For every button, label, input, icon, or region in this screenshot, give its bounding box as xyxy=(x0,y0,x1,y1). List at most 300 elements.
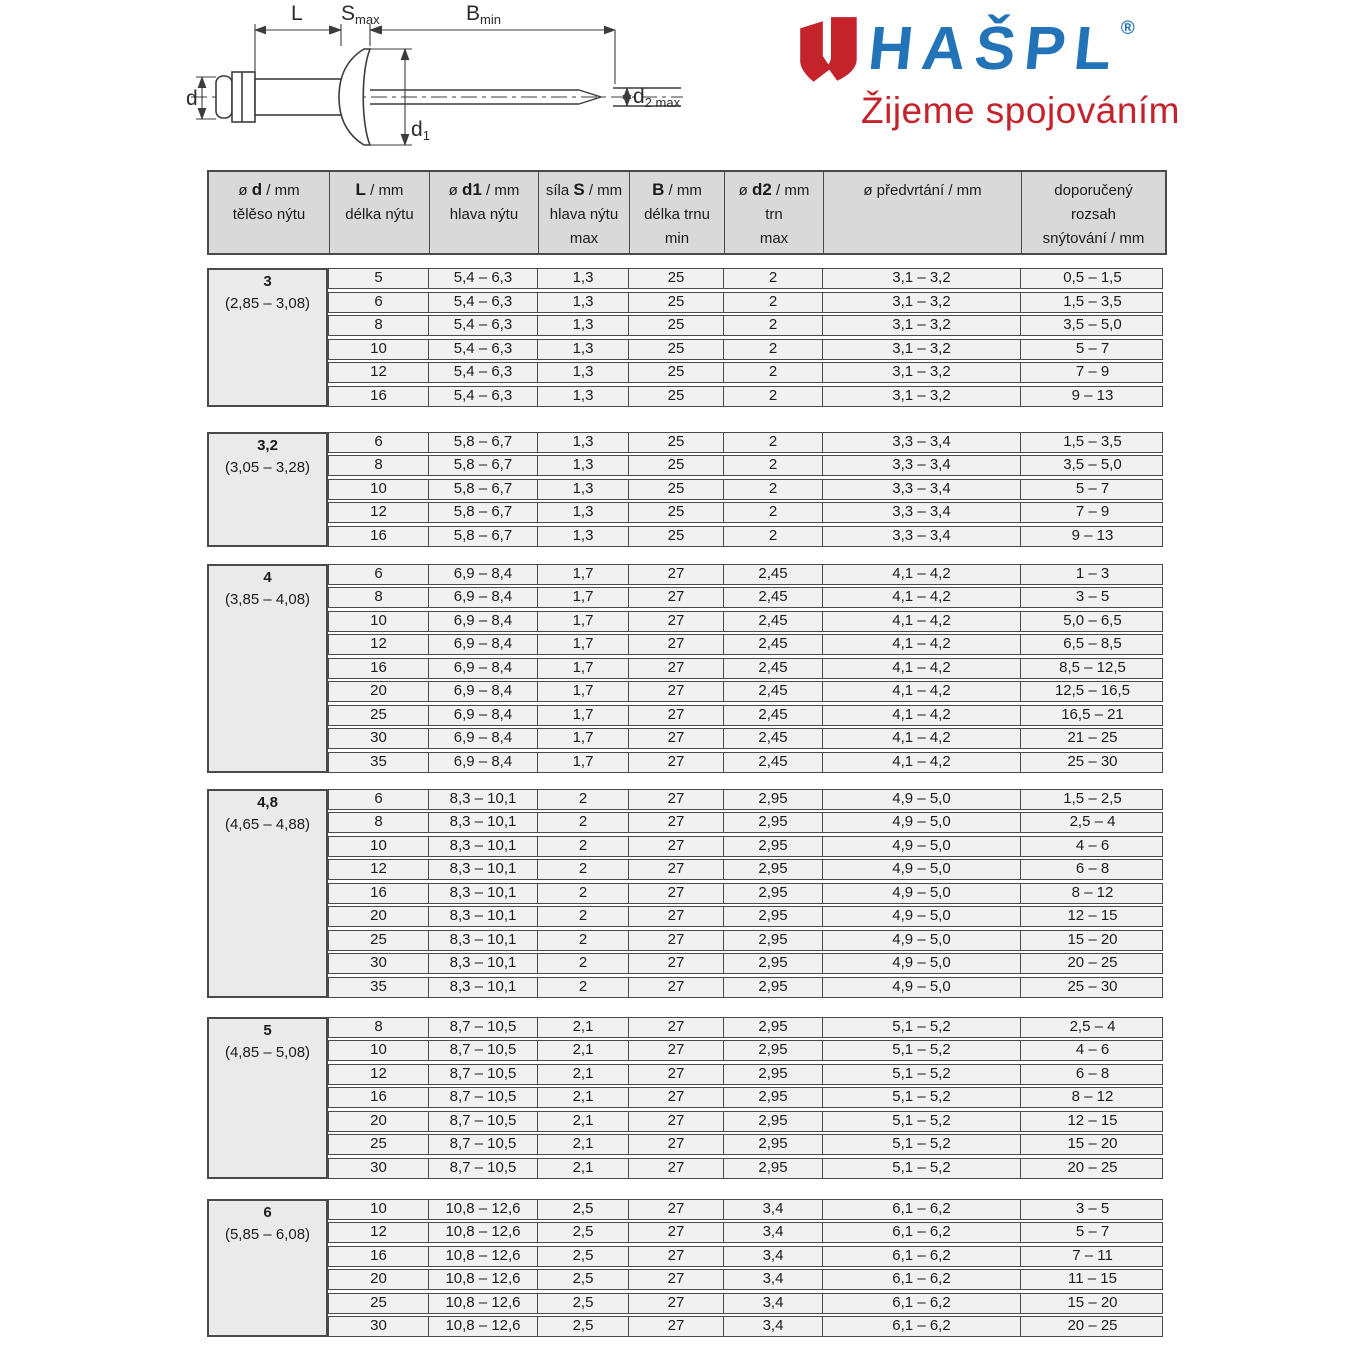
table-cell: 1,3 xyxy=(538,456,629,475)
table-cell: 2,5 xyxy=(538,1294,629,1313)
group-rows xyxy=(328,789,1163,998)
table-cell: 6,1 – 6,2 xyxy=(823,1294,1021,1313)
table-cell: 27 xyxy=(629,1112,724,1131)
group-tolerance: (3,05 – 3,28) xyxy=(224,458,311,476)
table-cell: 3,3 – 3,4 xyxy=(823,527,1021,546)
table-row xyxy=(328,455,1163,476)
table-cell: 1,7 xyxy=(538,682,629,701)
table-cell: 2,45 xyxy=(724,706,823,725)
table-cell: 10,8 – 12,6 xyxy=(429,1270,538,1289)
table-cell: 6,9 – 8,4 xyxy=(429,612,538,631)
table-row xyxy=(328,1158,1163,1179)
table-cell: 5,4 – 6,3 xyxy=(429,269,538,288)
table-cell: 27 xyxy=(629,1041,724,1060)
table-cell: 2,5 xyxy=(538,1247,629,1266)
table-cell: 6 – 8 xyxy=(1075,860,1110,877)
table-cell: 25 – 30 xyxy=(1067,752,1118,770)
table-cell: 8,3 – 10,1 xyxy=(429,813,538,832)
table-cell: 2,45 xyxy=(724,565,823,584)
table-cell: 2,5 – 4 xyxy=(1069,1017,1116,1035)
table-cell: 12 xyxy=(329,503,429,522)
table-cell: 8 xyxy=(329,316,429,335)
table-cell: 4,9 – 5,0 xyxy=(823,837,1021,856)
table-cell: 1,3 xyxy=(538,316,629,335)
table-cell: 27 xyxy=(629,1135,724,1154)
table-cell: 4,1 – 4,2 xyxy=(823,659,1021,678)
table-row xyxy=(328,1222,1163,1243)
table-cell: 6 xyxy=(329,433,429,452)
table-row xyxy=(328,705,1163,726)
rivet-spec-table xyxy=(207,170,1167,1337)
table-cell: 3,3 – 3,4 xyxy=(823,433,1021,452)
table-cell: 6,9 – 8,4 xyxy=(429,635,538,654)
table-cell: 2,1 xyxy=(538,1018,629,1037)
table-row xyxy=(328,564,1163,585)
table-row xyxy=(328,432,1163,453)
table-cell: 6,1 – 6,2 xyxy=(823,1317,1021,1336)
table-cell: 1,7 xyxy=(538,588,629,607)
table-cell: 5,1 – 5,2 xyxy=(823,1065,1021,1084)
table-cell: 8,3 – 10,1 xyxy=(429,907,538,926)
table-cell: 4,1 – 4,2 xyxy=(823,753,1021,772)
table-cell: 5,4 – 6,3 xyxy=(429,340,538,359)
table-cell: 1,5 – 2,5 xyxy=(1063,789,1122,807)
table-cell: 8 xyxy=(329,456,429,475)
table-cell: 15 – 20 xyxy=(1067,1135,1118,1152)
table-cell: 3,5 – 5,0 xyxy=(1063,316,1122,333)
size-group xyxy=(207,789,1167,998)
table-cell: 2,5 xyxy=(538,1200,629,1219)
table-cell: 6,9 – 8,4 xyxy=(429,729,538,748)
table-cell: 25 xyxy=(629,387,724,406)
group-tolerance: (3,85 – 4,08) xyxy=(224,590,311,608)
table-cell: 3,3 – 3,4 xyxy=(823,456,1021,475)
table-cell: 6 xyxy=(329,293,429,312)
table-cell: 5,8 – 6,7 xyxy=(429,456,538,475)
table-row xyxy=(328,1316,1163,1337)
table-cell: 2 xyxy=(724,293,823,312)
table-cell: 2 xyxy=(538,978,629,997)
table-cell: 27 xyxy=(629,706,724,725)
table-cell: 2 xyxy=(538,907,629,926)
table-row xyxy=(328,611,1163,632)
table-row xyxy=(328,953,1163,974)
group-diameter: 6 xyxy=(263,1203,272,1221)
table-cell: 6,9 – 8,4 xyxy=(429,659,538,678)
table-cell: 27 xyxy=(629,1247,724,1266)
group-label xyxy=(207,432,328,547)
table-cell: 5 xyxy=(329,269,429,288)
table-row xyxy=(328,1040,1163,1061)
table-cell: 2,95 xyxy=(724,1088,823,1107)
table-cell: 8,7 – 10,5 xyxy=(429,1041,538,1060)
haspl-logo-icon xyxy=(797,14,863,90)
table-cell: 5,0 – 6,5 xyxy=(1063,611,1122,629)
table-cell: 27 xyxy=(629,1018,724,1037)
table-cell: 2,95 xyxy=(724,1135,823,1154)
group-diameter: 4 xyxy=(263,568,272,586)
table-cell: 30 xyxy=(329,954,429,973)
table-cell: 10,8 – 12,6 xyxy=(429,1317,538,1336)
table-cell: 2 xyxy=(724,503,823,522)
table-cell: 6,1 – 6,2 xyxy=(823,1270,1021,1289)
table-cell: 8,3 – 10,1 xyxy=(429,790,538,809)
table-cell: 20 xyxy=(329,907,429,926)
table-cell: 4 – 6 xyxy=(1075,836,1110,854)
table-cell: 2,45 xyxy=(724,659,823,678)
table-cell: 25 xyxy=(629,503,724,522)
table-row xyxy=(328,268,1163,289)
table-cell: 3,4 xyxy=(724,1223,823,1242)
table-cell: 3,4 xyxy=(724,1270,823,1289)
table-cell: 1,3 xyxy=(538,433,629,452)
table-cell: 2,5 – 4 xyxy=(1069,813,1116,830)
table-cell: 2,45 xyxy=(724,682,823,701)
table-cell: 2 xyxy=(538,813,629,832)
table-row xyxy=(328,1246,1163,1267)
table-cell: 27 xyxy=(629,635,724,654)
group-tolerance: (4,65 – 4,88) xyxy=(224,815,311,833)
group-label xyxy=(207,564,328,773)
table-cell: 3,4 xyxy=(724,1247,823,1266)
table-cell: 8,3 – 10,1 xyxy=(429,931,538,950)
table-cell: 1 – 3 xyxy=(1075,564,1110,582)
table-cell: 1,7 xyxy=(538,565,629,584)
table-cell: 15 – 20 xyxy=(1067,930,1118,948)
column-header-rozsah: doporučený rozsah snýtování / mm xyxy=(1042,182,1145,247)
table-cell: 8 xyxy=(329,1018,429,1037)
table-row xyxy=(328,587,1163,608)
table-body xyxy=(207,268,1167,1337)
table-cell: 12 – 15 xyxy=(1067,907,1118,924)
table-cell: 27 xyxy=(629,931,724,950)
table-cell: 2,95 xyxy=(724,1065,823,1084)
table-row xyxy=(328,1017,1163,1038)
table-cell: 3,4 xyxy=(724,1317,823,1336)
table-cell: 2,5 xyxy=(538,1223,629,1242)
table-cell: 1,7 xyxy=(538,706,629,725)
table-cell: 8 – 12 xyxy=(1071,883,1114,901)
table-cell: 2,95 xyxy=(724,837,823,856)
table-cell: 20 xyxy=(329,1112,429,1131)
table-cell: 2,1 xyxy=(538,1088,629,1107)
dimension-label-B-min: Bmin xyxy=(466,2,501,27)
table-cell: 5,8 – 6,7 xyxy=(429,503,538,522)
table-cell: 1,5 – 3,5 xyxy=(1063,432,1122,450)
table-cell: 3,1 – 3,2 xyxy=(823,340,1021,359)
table-row xyxy=(328,1111,1163,1132)
table-row xyxy=(328,789,1163,810)
table-cell: 8,5 – 12,5 xyxy=(1059,658,1126,676)
table-cell: 1,3 xyxy=(538,293,629,312)
table-cell: 2,95 xyxy=(724,1159,823,1178)
table-cell: 25 – 30 xyxy=(1067,977,1118,995)
table-cell: 6,9 – 8,4 xyxy=(429,682,538,701)
table-cell: 3 – 5 xyxy=(1075,1199,1110,1217)
group-rows xyxy=(328,268,1163,407)
table-cell: 25 xyxy=(629,340,724,359)
table-row xyxy=(328,1064,1163,1085)
table-cell: 2 xyxy=(724,480,823,499)
group-tolerance: (5,85 – 6,08) xyxy=(224,1225,311,1243)
table-cell: 16,5 – 21 xyxy=(1061,705,1124,723)
table-cell: 2,95 xyxy=(724,907,823,926)
table-cell: 1,3 xyxy=(538,503,629,522)
table-cell: 9 – 13 xyxy=(1071,386,1114,404)
table-cell: 2 xyxy=(724,527,823,546)
table-row xyxy=(328,1199,1163,1220)
table-cell: 3,4 xyxy=(724,1294,823,1313)
table-cell: 6 – 8 xyxy=(1075,1064,1110,1082)
column-header-d: ø d / mm tělěso nýtu xyxy=(209,172,330,253)
rivet-diagram xyxy=(183,0,688,168)
table-cell: 8,7 – 10,5 xyxy=(429,1088,538,1107)
table-row xyxy=(328,1134,1163,1155)
table-cell: 2,1 xyxy=(538,1159,629,1178)
group-tolerance: (2,85 – 3,08) xyxy=(224,295,311,312)
table-cell: 2,95 xyxy=(724,860,823,879)
table-cell: 10 xyxy=(329,1200,429,1219)
group-diameter: 4,8 xyxy=(257,793,278,811)
table-cell: 2,45 xyxy=(724,588,823,607)
table-row xyxy=(328,1087,1163,1108)
table-header xyxy=(207,170,1167,255)
group-rows xyxy=(328,1017,1163,1179)
table-cell: 2,5 xyxy=(538,1317,629,1336)
table-cell: 4,9 – 5,0 xyxy=(823,931,1021,950)
table-cell: 2 xyxy=(724,433,823,452)
table-row xyxy=(328,977,1163,998)
table-cell: 2 xyxy=(724,456,823,475)
table-cell: 12 xyxy=(329,635,429,654)
table-cell: 8,7 – 10,5 xyxy=(429,1135,538,1154)
table-cell: 2,45 xyxy=(724,612,823,631)
table-row xyxy=(328,386,1163,407)
table-row xyxy=(328,906,1163,927)
table-cell: 5,8 – 6,7 xyxy=(429,433,538,452)
dimension-label-d: d xyxy=(186,87,198,110)
table-cell: 8 xyxy=(329,813,429,832)
table-cell: 12 – 15 xyxy=(1067,1111,1118,1129)
logo-tagline: Žijeme spojováním xyxy=(861,90,1181,131)
table-cell: 11 – 15 xyxy=(1068,1270,1117,1287)
table-cell: 2 xyxy=(724,340,823,359)
table-cell: 20 – 25 xyxy=(1067,954,1118,971)
table-row xyxy=(328,292,1163,313)
table-cell: 5,4 – 6,3 xyxy=(429,316,538,335)
table-cell: 27 xyxy=(629,907,724,926)
table-cell: 3,1 – 3,2 xyxy=(823,293,1021,312)
table-row xyxy=(328,1293,1163,1314)
table-cell: 25 xyxy=(629,293,724,312)
table-cell: 25 xyxy=(329,1135,429,1154)
table-cell: 3,1 – 3,2 xyxy=(823,387,1021,406)
table-cell: 6 xyxy=(329,565,429,584)
table-cell: 5,1 – 5,2 xyxy=(823,1088,1021,1107)
table-cell: 12,5 – 16,5 xyxy=(1054,682,1131,699)
table-cell: 5,8 – 6,7 xyxy=(429,527,538,546)
table-cell: 4,9 – 5,0 xyxy=(823,954,1021,973)
table-cell: 8,7 – 10,5 xyxy=(429,1159,538,1178)
table-cell: 9 – 13 xyxy=(1071,526,1114,544)
table-row xyxy=(328,1269,1163,1290)
table-cell: 35 xyxy=(329,978,429,997)
table-cell: 5,1 – 5,2 xyxy=(823,1159,1021,1178)
table-row xyxy=(328,362,1163,383)
group-tolerance: (4,85 – 5,08) xyxy=(224,1043,311,1061)
table-cell: 2,95 xyxy=(724,1041,823,1060)
table-cell: 8,7 – 10,5 xyxy=(429,1112,538,1131)
table-row xyxy=(328,315,1163,336)
table-cell: 27 xyxy=(629,1270,724,1289)
table-cell: 25 xyxy=(329,931,429,950)
table-cell: 5 – 7 xyxy=(1075,1223,1110,1240)
table-row xyxy=(328,526,1163,547)
table-cell: 2 xyxy=(724,387,823,406)
table-cell: 1,3 xyxy=(538,387,629,406)
table-cell: 4,1 – 4,2 xyxy=(823,706,1021,725)
table-cell: 27 xyxy=(629,1065,724,1084)
table-cell: 25 xyxy=(629,363,724,382)
table-cell: 3,1 – 3,2 xyxy=(823,363,1021,382)
table-cell: 1,3 xyxy=(538,340,629,359)
table-cell: 1,7 xyxy=(538,635,629,654)
table-cell: 5,1 – 5,2 xyxy=(823,1112,1021,1131)
table-cell: 6,9 – 8,4 xyxy=(429,588,538,607)
table-cell: 25 xyxy=(329,706,429,725)
table-cell: 10 xyxy=(329,837,429,856)
table-cell: 27 xyxy=(629,682,724,701)
table-row xyxy=(328,930,1163,951)
table-cell: 2,95 xyxy=(724,790,823,809)
table-cell: 5,4 – 6,3 xyxy=(429,387,538,406)
table-cell: 4,1 – 4,2 xyxy=(823,635,1021,654)
table-cell: 3,4 xyxy=(724,1200,823,1219)
table-cell: 4,9 – 5,0 xyxy=(823,813,1021,832)
logo-wordmark: HAŠPL xyxy=(865,14,1125,82)
table-cell: 4,1 – 4,2 xyxy=(823,682,1021,701)
table-cell: 7 – 9 xyxy=(1075,363,1110,380)
table-cell: 27 xyxy=(629,790,724,809)
table-cell: 5,4 – 6,3 xyxy=(429,363,538,382)
table-cell: 27 xyxy=(629,1200,724,1219)
table-cell: 4,9 – 5,0 xyxy=(823,978,1021,997)
table-cell: 27 xyxy=(629,588,724,607)
group-label xyxy=(207,789,328,998)
table-cell: 8,3 – 10,1 xyxy=(429,884,538,903)
table-cell: 27 xyxy=(629,954,724,973)
table-cell: 6 xyxy=(329,790,429,809)
table-cell: 3 – 5 xyxy=(1075,588,1110,605)
table-cell: 21 – 25 xyxy=(1067,729,1118,746)
table-cell: 27 xyxy=(629,1088,724,1107)
table-cell: 7 – 11 xyxy=(1072,1246,1113,1264)
table-cell: 2,5 xyxy=(538,1270,629,1289)
table-cell: 1,7 xyxy=(538,612,629,631)
table-cell: 20 – 25 xyxy=(1067,1158,1118,1176)
table-cell: 8 xyxy=(329,588,429,607)
haspl-logo xyxy=(797,14,1197,131)
table-cell: 2,45 xyxy=(724,635,823,654)
table-cell: 16 xyxy=(329,527,429,546)
table-cell: 10 xyxy=(329,340,429,359)
table-cell: 8,7 – 10,5 xyxy=(429,1065,538,1084)
group-label xyxy=(207,268,328,407)
size-group xyxy=(207,432,1167,547)
table-cell: 6,9 – 8,4 xyxy=(429,706,538,725)
table-cell: 2,1 xyxy=(538,1112,629,1131)
table-cell: 27 xyxy=(629,1223,724,1242)
table-cell: 2,95 xyxy=(724,931,823,950)
table-cell: 25 xyxy=(629,527,724,546)
table-cell: 10 xyxy=(329,480,429,499)
table-cell: 12 xyxy=(329,1223,429,1242)
table-cell: 1,3 xyxy=(538,269,629,288)
dimension-label-L: L xyxy=(291,2,303,25)
table-cell: 2 xyxy=(538,954,629,973)
table-cell: 6,1 – 6,2 xyxy=(823,1223,1021,1242)
table-cell: 8,3 – 10,1 xyxy=(429,954,538,973)
group-diameter: 3 xyxy=(263,273,272,290)
group-diameter: 3,2 xyxy=(257,436,278,454)
table-cell: 2,45 xyxy=(724,729,823,748)
group-rows xyxy=(328,564,1163,773)
dimension-label-d1: d1 xyxy=(411,118,430,143)
table-cell: 16 xyxy=(329,659,429,678)
table-cell: 16 xyxy=(329,387,429,406)
table-cell: 27 xyxy=(629,729,724,748)
group-label xyxy=(207,1199,328,1338)
table-row xyxy=(328,752,1163,773)
table-cell: 1,3 xyxy=(538,480,629,499)
dimension-label-S-max: Smax xyxy=(341,2,380,27)
table-cell: 27 xyxy=(629,753,724,772)
table-cell: 1,5 – 3,5 xyxy=(1063,292,1122,310)
table-cell: 16 xyxy=(329,884,429,903)
table-cell: 10,8 – 12,6 xyxy=(429,1247,538,1266)
table-cell: 8,3 – 10,1 xyxy=(429,837,538,856)
table-cell: 27 xyxy=(629,884,724,903)
table-cell: 5 – 7 xyxy=(1075,339,1110,357)
table-cell: 6,1 – 6,2 xyxy=(823,1200,1021,1219)
table-cell: 30 xyxy=(329,1317,429,1336)
table-cell: 27 xyxy=(629,860,724,879)
table-cell: 2 xyxy=(538,931,629,950)
column-header-B: B / mm délka trnu min xyxy=(630,172,725,253)
table-cell: 2,95 xyxy=(724,1018,823,1037)
table-cell: 4,9 – 5,0 xyxy=(823,860,1021,879)
table-cell: 20 – 25 xyxy=(1067,1317,1118,1334)
table-cell: 5,4 – 6,3 xyxy=(429,293,538,312)
table-cell: 15 – 20 xyxy=(1067,1293,1118,1311)
table-cell: 25 xyxy=(629,480,724,499)
registered-mark: ® xyxy=(1120,18,1135,39)
table-cell: 3,5 – 5,0 xyxy=(1063,456,1122,473)
table-row xyxy=(328,836,1163,857)
table-cell: 1,7 xyxy=(538,659,629,678)
table-cell: 2 xyxy=(724,316,823,335)
table-cell: 4,1 – 4,2 xyxy=(823,588,1021,607)
table-cell: 2 xyxy=(538,860,629,879)
table-cell: 27 xyxy=(629,565,724,584)
table-cell: 2,95 xyxy=(724,978,823,997)
table-cell: 2,45 xyxy=(724,753,823,772)
table-cell: 27 xyxy=(629,1317,724,1336)
size-group xyxy=(207,268,1167,407)
table-row xyxy=(328,883,1163,904)
table-cell: 6,1 – 6,2 xyxy=(823,1247,1021,1266)
table-cell: 6,5 – 8,5 xyxy=(1063,635,1122,652)
